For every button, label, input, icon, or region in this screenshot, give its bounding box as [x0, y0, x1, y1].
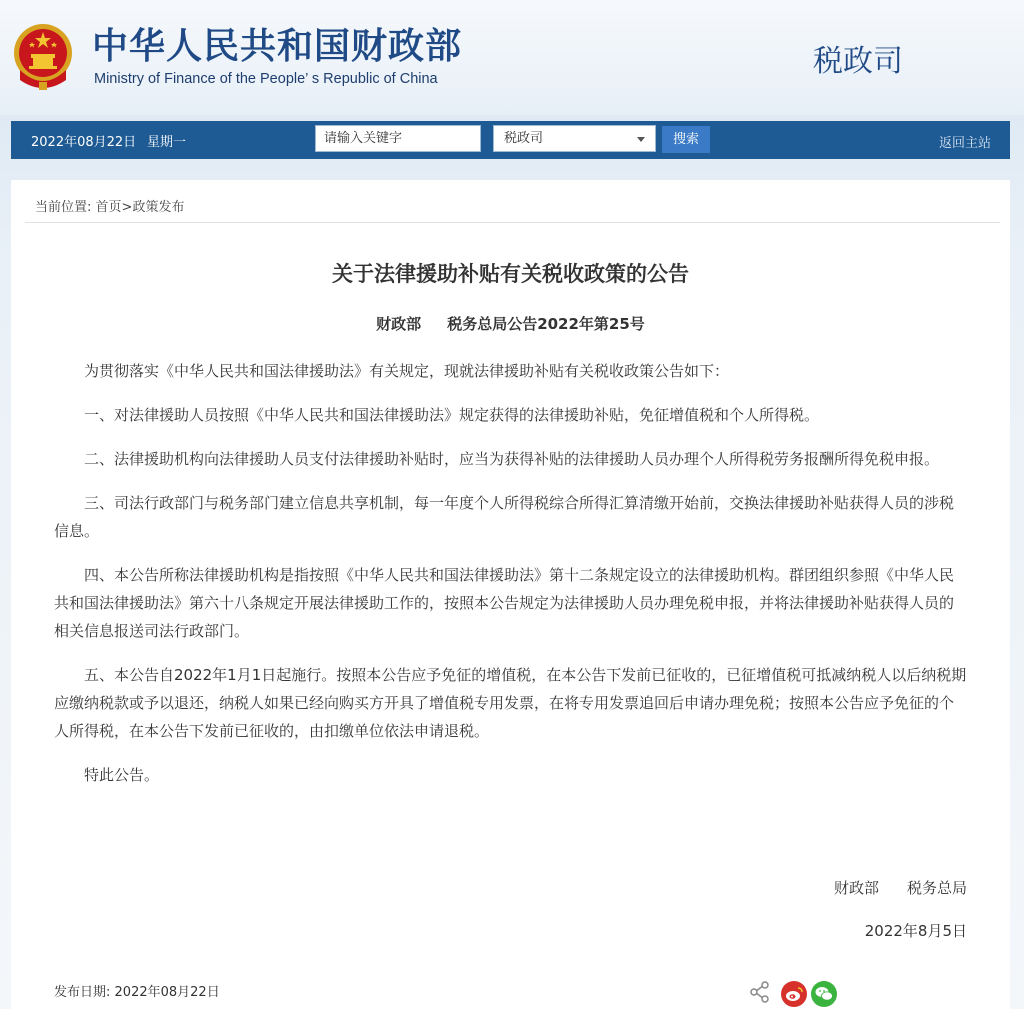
site-header: [0, 0, 1024, 115]
nav-bar: [11, 121, 1010, 159]
article-title: 关于法律援助补贴有关税收政策的公告: [332, 262, 689, 286]
breadcrumb-home[interactable]: 首页: [95, 200, 122, 215]
national-emblem-icon: [12, 22, 74, 90]
article-paragraph: 为贯彻落实《中华人民共和国法律援助法》有关规定，现就法律援助补贴有关税收政策公告如下：: [84, 362, 730, 380]
department-title: 税政司: [813, 44, 903, 79]
wechat-icon[interactable]: [811, 981, 837, 1007]
article-paragraph: 三、司法行政部门与税务部门建立信息共享机制，每一年度个人所得税综合所得汇算清缴开始前，交换法律援助补贴获得人员的涉税信息。: [54, 494, 955, 540]
breadcrumb: [35, 196, 184, 215]
article-paragraph: 二、法律援助机构向法律援助人员支付法律援助补贴时，应当为获得补贴的法律援助人员办理个人所得税劳务报酬所得免税申报。: [84, 450, 940, 468]
chevron-down-icon: [637, 137, 645, 142]
search-scope-select[interactable]: [493, 125, 656, 152]
publish-date: [54, 981, 220, 1000]
signer-mof: 财政部: [833, 879, 879, 897]
document-number: [11, 313, 1010, 334]
sign-date: 2022年8月5日: [864, 922, 967, 940]
site-title[interactable]: 中华人民共和国财政部: [92, 25, 463, 67]
breadcrumb-separator: >: [121, 200, 133, 215]
doc-number-text: 税务总局公告2022年第25号: [447, 315, 645, 333]
share-icon[interactable]: [749, 981, 771, 1003]
issuer: 财政部: [376, 315, 422, 333]
current-date: 2022年08月22日: [31, 135, 137, 150]
article-paragraph: 四、本公告所称法律援助机构是指按照《中华人民共和国法律援助法》第十二条规定设立的法律援助机构。群团组织参照《中华人民共和国法律援助法》第六十八条规定开展法律援助工作的，按照本公告规定为法律援助人员办理免税申报，并将法律援助补贴获得人员的相关信息报送司法行政部门。: [54, 566, 955, 640]
breadcrumb-section[interactable]: 政策发布: [132, 200, 185, 215]
weibo-icon[interactable]: [781, 981, 807, 1007]
article-paragraph: 特此公告。: [84, 766, 160, 784]
breadcrumb-divider: [25, 222, 1000, 223]
search-input[interactable]: 请输入关键字: [315, 125, 481, 152]
publish-label: 发布日期:: [54, 985, 111, 1000]
current-weekday: 星期一: [147, 135, 187, 150]
publish-date-value: 2022年08月22日: [114, 985, 220, 1000]
article-body: [54, 357, 968, 805]
search-scope-value: 税政司: [504, 131, 544, 146]
return-home-link[interactable]: 返回主站: [938, 136, 991, 151]
site-title-english: Ministry of Finance of the People’ s Republic of China: [94, 71, 438, 87]
breadcrumb-label: 当前位置:: [35, 200, 92, 215]
search-button[interactable]: 搜索: [662, 126, 710, 153]
signer-sat: 税务总局: [906, 879, 967, 897]
content-panel: [11, 180, 1010, 1009]
article-paragraph: 五、本公告自2022年1月1日起施行。按照本公告应予免征的增值税，在本公告下发前已征收的，已征增值税可抵减纳税人以后纳税期应缴纳税款或予以退还，纳税人如果已经向购买方开具了增值税专用发票，在将专用发票追回后申请办理免税；按照本公告应予免征的个人所得税，在本公告下发前已征收的，由扣缴单位依法申请退税。: [54, 666, 967, 740]
signers: [834, 877, 967, 898]
article-paragraph: 一、对法律援助人员按照《中华人民共和国法律援助法》规定获得的法律援助补贴，免征增值税和个人所得税。: [84, 406, 820, 424]
